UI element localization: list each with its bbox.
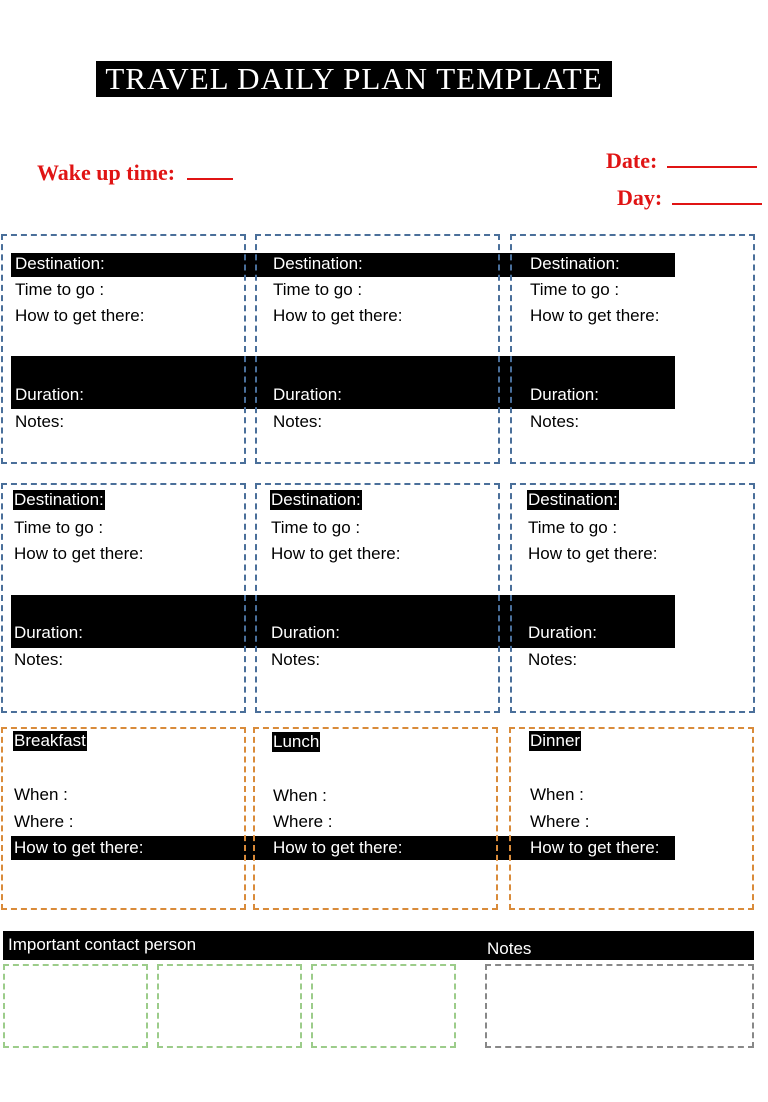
day-label: Day: [617,185,663,210]
notes-label: Notes: [271,650,321,669]
notes-label: Notes: [15,412,65,431]
destination-label: Destination: [528,490,618,509]
duration-label: Duration: [273,385,342,404]
notes-box[interactable] [485,964,754,1048]
wake-up-field[interactable] [37,160,233,186]
when-label: When : [273,786,327,805]
how-to-get-there-label: How to get there: [273,306,403,325]
date-label: Date: [606,148,658,173]
time-to-go-label: Time to go : [273,280,363,299]
day-blank[interactable] [672,185,762,205]
contact-box[interactable] [157,964,302,1048]
contact-label: Important contact person [8,935,197,954]
meal-label: Dinner [530,731,581,750]
contact-box[interactable] [311,964,456,1048]
notes-section-label: Notes [487,939,532,958]
when-label: When : [530,785,584,804]
duration-label: Duration: [14,623,83,642]
time-to-go-label: Time to go : [530,280,620,299]
notes-label: Notes: [14,650,64,669]
notes-label: Notes: [530,412,580,431]
wake-up-blank[interactable] [187,160,233,180]
destination-label: Destination: [14,490,104,509]
meal-label: Breakfast [14,731,86,750]
contact-box[interactable] [3,964,148,1048]
how-to-get-there-label: How to get there: [271,544,401,563]
where-label: Where : [273,812,333,831]
when-label: When : [14,785,68,804]
date-field[interactable] [606,148,757,174]
where-label: Where : [14,812,74,831]
date-blank[interactable] [667,148,757,168]
where-label: Where : [530,812,590,831]
time-to-go-label: Time to go : [14,518,104,537]
duration-label: Duration: [15,385,84,404]
time-to-go-label: Time to go : [15,280,105,299]
how-to-get-there-label: How to get there: [528,544,658,563]
duration-label: Duration: [530,385,599,404]
how-to-get-there-label: How to get there: [14,838,144,857]
notes-label: Notes: [528,650,578,669]
destination-label: Destination: [273,254,363,273]
how-to-get-there-label: How to get there: [530,838,660,857]
page-title: TRAVEL DAILY PLAN TEMPLATE [96,61,612,97]
destination-label: Destination: [271,490,361,509]
notes-label: Notes: [273,412,323,431]
duration-label: Duration: [528,623,597,642]
day-field[interactable] [617,185,762,211]
how-to-get-there-label: How to get there: [273,838,403,857]
destination-label: Destination: [530,254,620,273]
wake-up-label: Wake up time: [37,160,176,185]
how-to-get-there-label: How to get there: [15,306,145,325]
how-to-get-there-label: How to get there: [530,306,660,325]
how-to-get-there-label: How to get there: [14,544,144,563]
destination-label: Destination: [15,254,105,273]
time-to-go-label: Time to go : [528,518,618,537]
time-to-go-label: Time to go : [271,518,361,537]
duration-label: Duration: [271,623,340,642]
meal-label: Lunch [273,732,320,751]
